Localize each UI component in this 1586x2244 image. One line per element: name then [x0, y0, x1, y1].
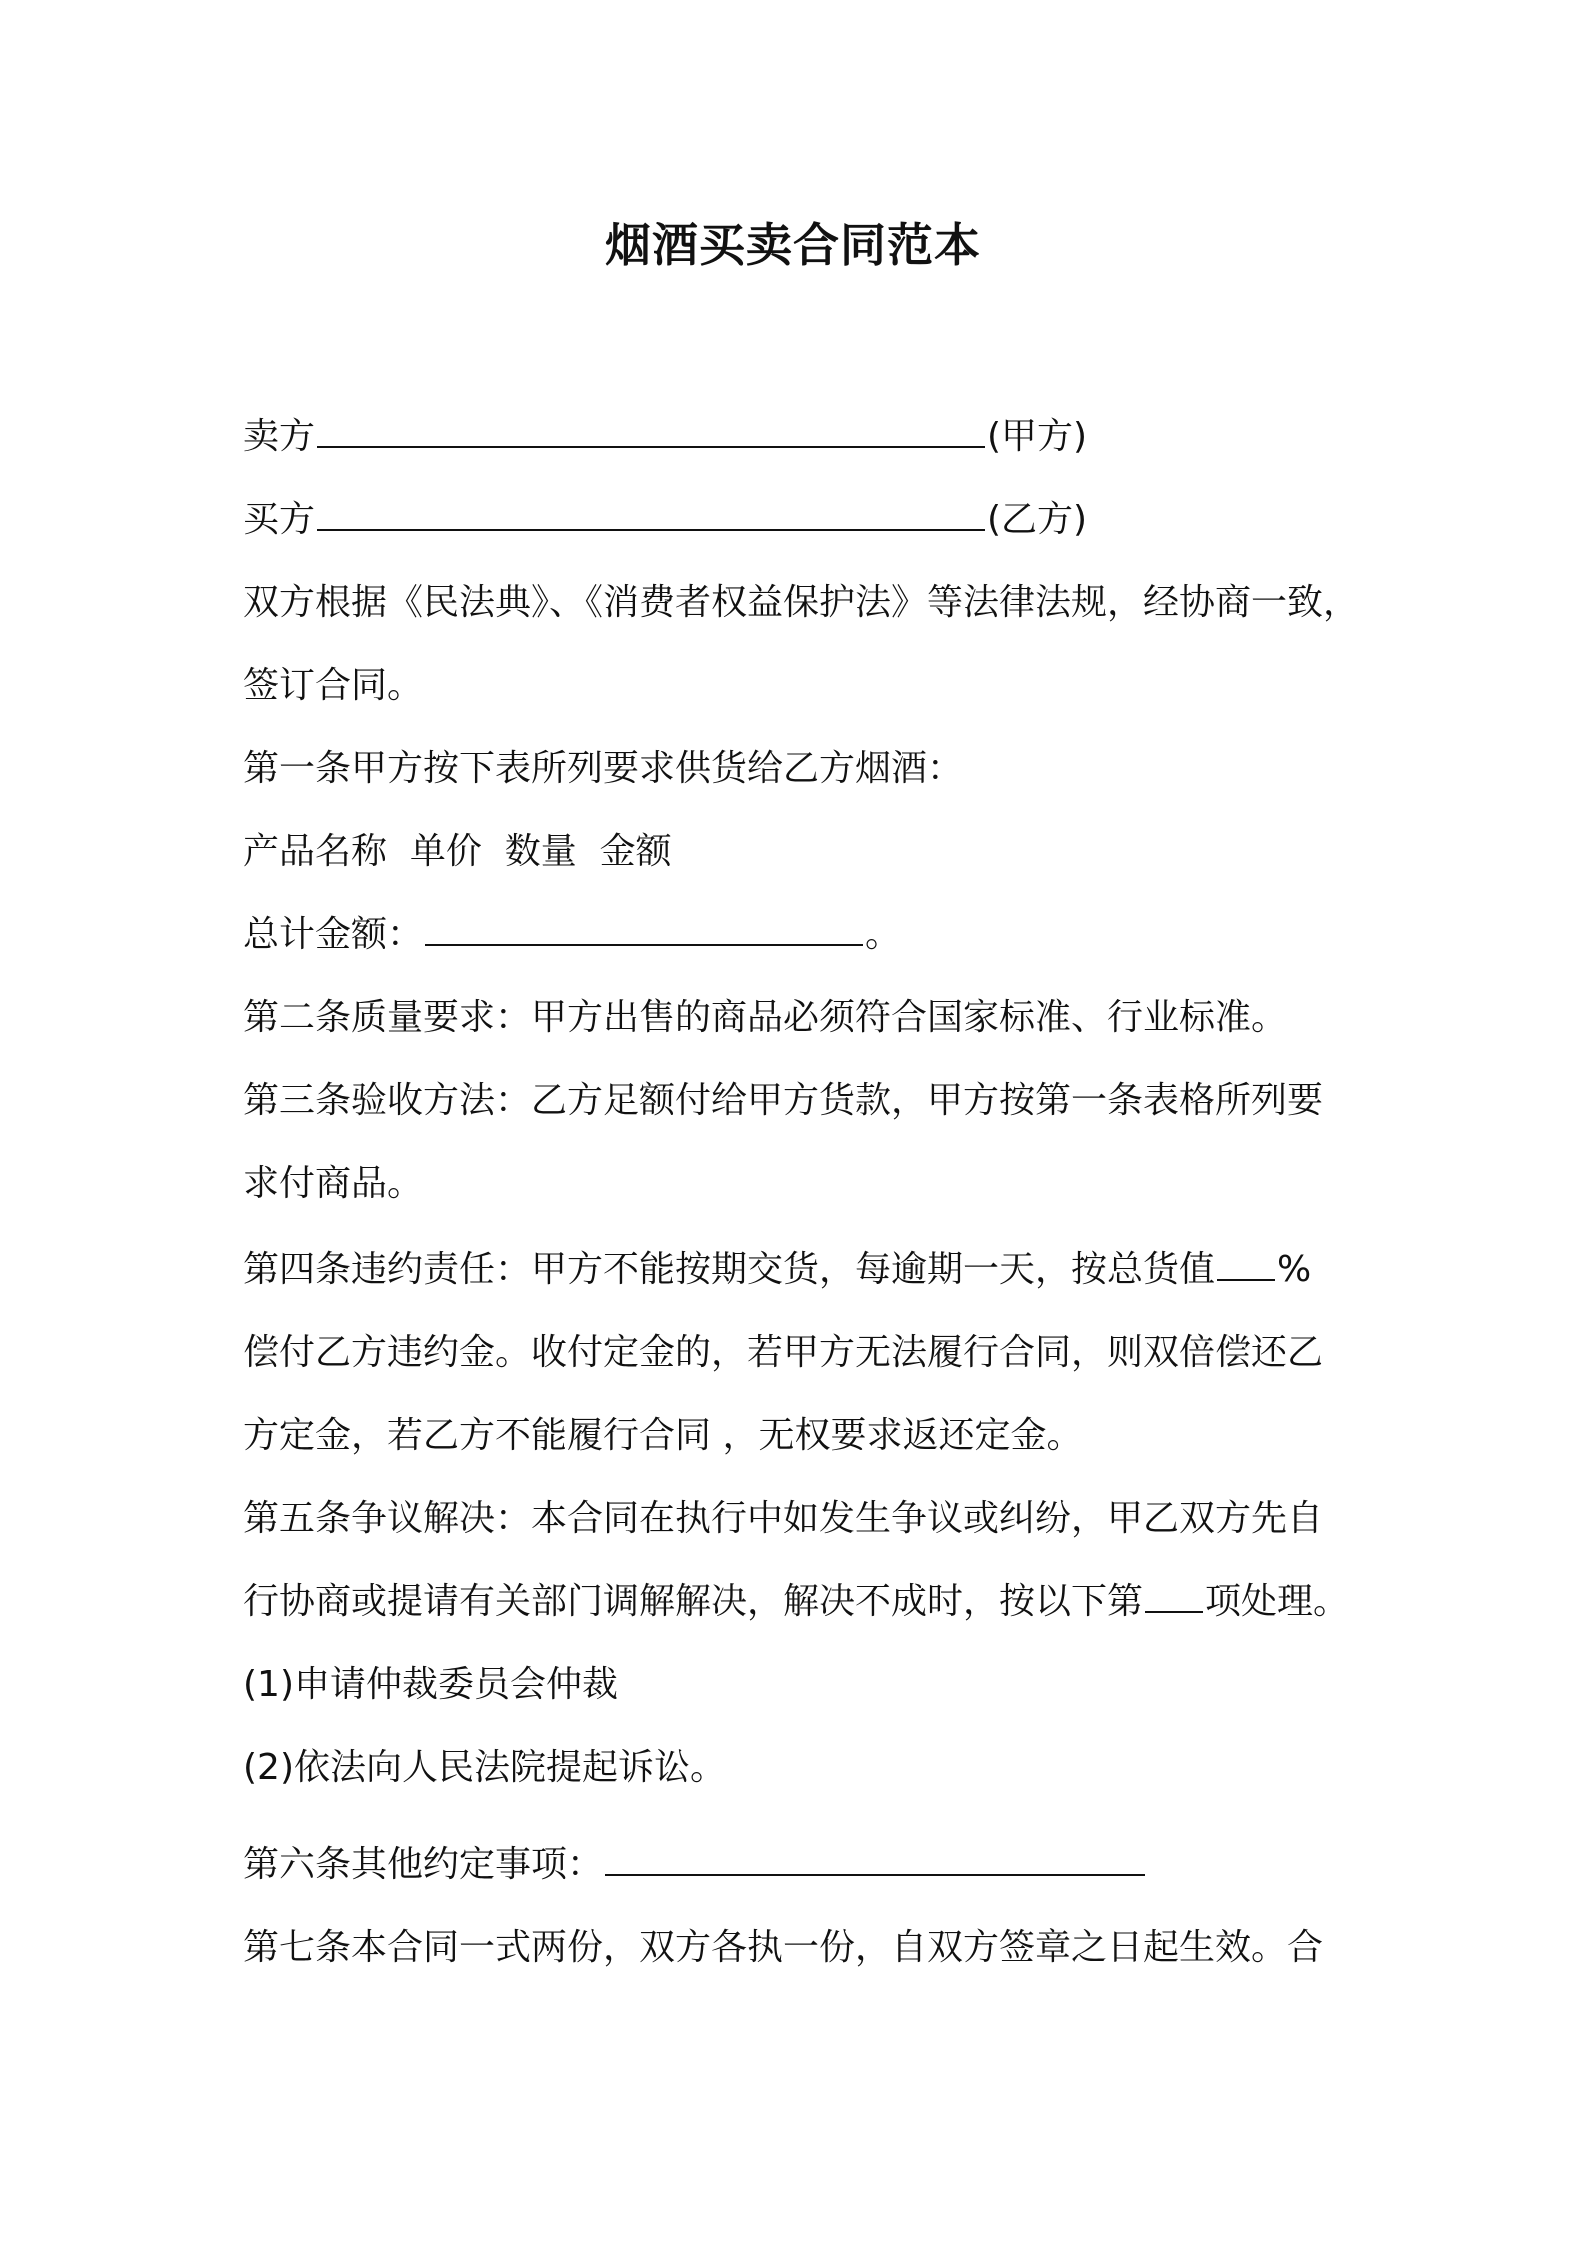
seller-label: 卖方	[243, 416, 316, 457]
article-7: 第七条本合同一式两份，双方各执一份，自双方签章之日起生效。合	[243, 1927, 1324, 1968]
total-amount-blank[interactable]	[425, 910, 863, 946]
article-4-line-1	[243, 1245, 1363, 1295]
other-terms-blank[interactable]	[605, 1840, 1145, 1876]
total-amount-line	[243, 910, 1363, 960]
article-2: 第二条质量要求：甲方出售的商品必须符合国家标准、行业标准。	[243, 997, 1288, 1038]
article-5-text-a: 行协商或提请有关部门调解解决，解决不成时，按以下第	[243, 1581, 1144, 1622]
option-2: (2)依法向人民法院提起诉讼。	[243, 1747, 726, 1788]
article-6-label: 第六条其他约定事项：	[243, 1844, 604, 1885]
seller-blank[interactable]	[317, 412, 985, 448]
article-5-line-2	[243, 1577, 1363, 1627]
article-4-percent: %	[1277, 1249, 1312, 1290]
article-3-line-1: 第三条验收方法：乙方足额付给甲方货款，甲方按第一条表格所列要	[243, 1080, 1324, 1121]
article-5-text-b: 项处理。	[1205, 1581, 1350, 1622]
buyer-party: (乙方)	[987, 499, 1088, 540]
total-label: 总计金额：	[243, 914, 424, 955]
intro-line-1: 双方根据《民法典》、《消费者权益保护法》等法律法规，经协商一致，	[243, 582, 1360, 623]
total-end: 。	[865, 914, 902, 955]
buyer-blank[interactable]	[317, 495, 985, 531]
seller-line	[243, 412, 1363, 462]
article-3-line-2: 求付商品。	[243, 1163, 424, 1204]
article-5-line-1: 第五条争议解决：本合同在执行中如发生争议或纠纷，甲乙双方先自	[243, 1498, 1324, 1539]
article-6-line	[243, 1840, 1363, 1890]
option-1: (1)申请仲裁委员会仲裁	[243, 1664, 618, 1705]
document-title: 烟酒买卖合同范本	[605, 218, 981, 272]
buyer-line	[243, 495, 1363, 545]
product-table-header: 产品名称 单价 数量 金额	[243, 831, 672, 872]
penalty-percent-blank[interactable]	[1217, 1245, 1275, 1281]
intro-line-2: 签订合同。	[243, 665, 424, 706]
article-4-text-a: 第四条违约责任：甲方不能按期交货，每逾期一天，按总货值	[243, 1249, 1216, 1290]
article-1: 第一条甲方按下表所列要求供货给乙方烟酒：	[243, 748, 964, 789]
article-4-line-2: 偿付乙方违约金。收付定金的，若甲方无法履行合同，则双倍偿还乙	[243, 1332, 1324, 1373]
buyer-label: 买方	[243, 499, 316, 540]
resolution-item-blank[interactable]	[1145, 1577, 1203, 1613]
seller-party: (甲方)	[987, 416, 1088, 457]
article-4-line-3: 方定金，若乙方不能履行合同 ，无权要求返还定金。	[243, 1415, 1083, 1456]
